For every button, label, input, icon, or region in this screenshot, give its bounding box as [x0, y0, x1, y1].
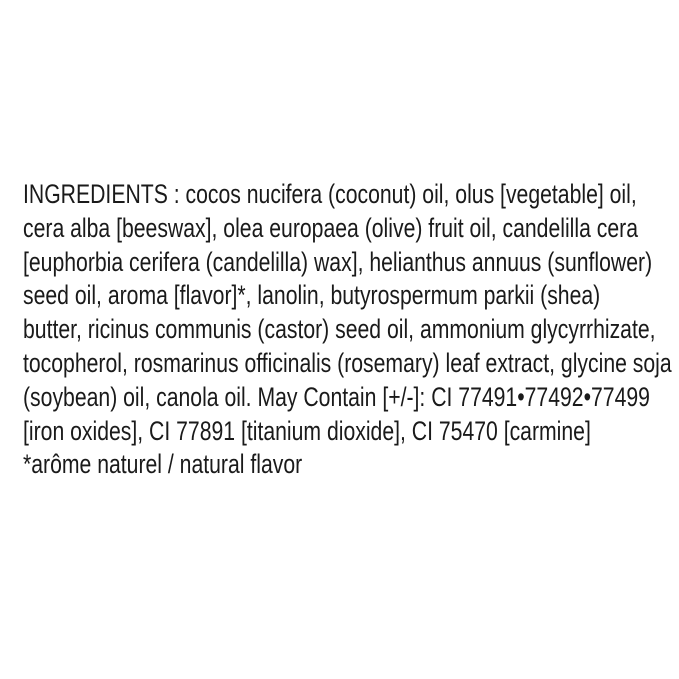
- ingredients-label: [23, 178, 679, 482]
- ingredients-footnote: *arôme naturel / natural flavor: [23, 449, 303, 480]
- ingredients-line: (soybean) oil, canola oil. May Contain [+/-]: CI 77491•77492•77499: [23, 381, 650, 412]
- ingredients-line: seed oil, aroma [flavor]*, lanolin, butyrospermum parkii (shea): [23, 280, 601, 311]
- ingredients-line: butter, ricinus communis (castor) seed oil, ammonium glycyrrhizate,: [23, 314, 656, 345]
- ingredients-line: tocopherol, rosmarinus officinalis (rosemary) leaf extract, glycine soja: [23, 347, 672, 378]
- ingredients-line: cera alba [beeswax], olea europaea (olive) fruit oil, candelilla cera: [23, 212, 638, 243]
- ingredients-line: [euphorbia cerifera (candelilla) wax], helianthus annuus (sunflower): [23, 246, 653, 277]
- ingredients-line: INGREDIENTS : cocos nucifera (coconut) oil, olus [vegetable] oil,: [23, 179, 637, 209]
- ingredients-line: [iron oxides], CI 77891 [titanium dioxide], CI 75470 [carmine]: [23, 415, 591, 446]
